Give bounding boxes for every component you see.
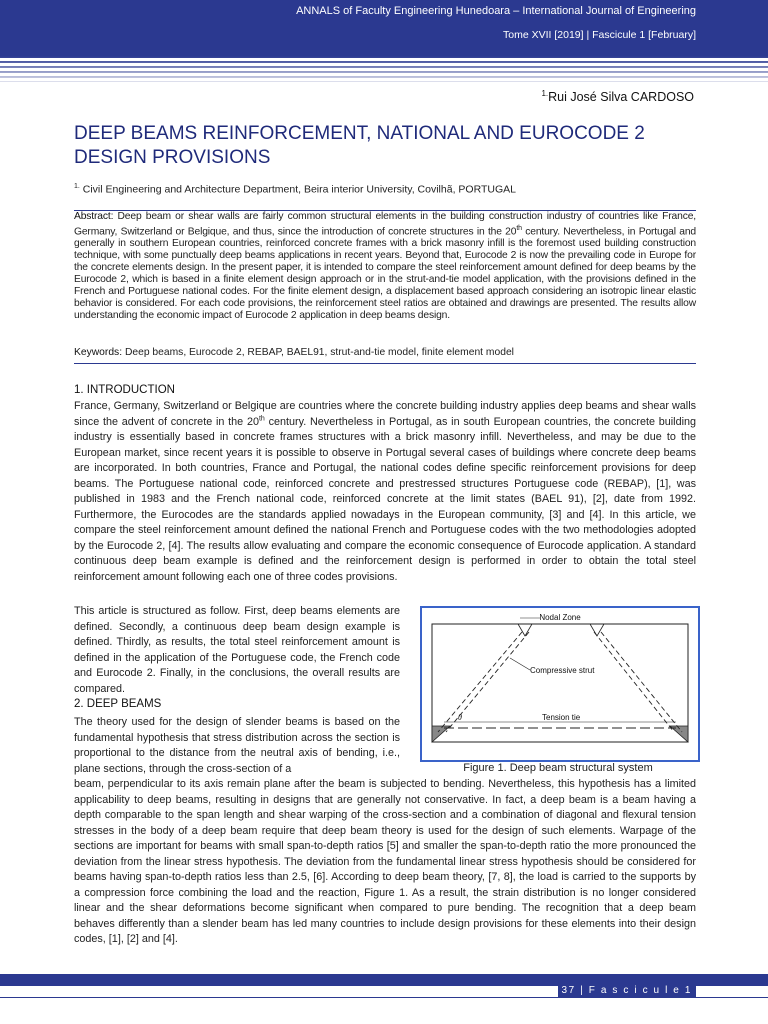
author-name xyxy=(541,89,694,104)
section2-paragraph-a: The theory used for the design of slender beams is based on the fundamental hypothesis that stress distribution across the section is proportional to the distance from the neutral axis of bending, i.e., plane sections, through the cross-section of a xyxy=(74,716,400,775)
section1-text-a: France, Germany, Switzerland or Belgique are countries where the concrete building industry applies deep beams and shear walls since the advent of concrete in the 20 xyxy=(74,400,696,428)
keywords xyxy=(74,347,696,358)
section1-sup: th xyxy=(258,414,265,422)
label-compressive-strut: Compressive strut xyxy=(530,666,595,675)
abstract-label: Abstract: xyxy=(74,211,114,222)
section2-paragraph-b: beam, perpendicular to its axis remain plane after the beam is subjected to bending. Nevertheless, this hypothesis has a limited applicability to deep beams, resulting in designs that are generally not conservative. In fact, a deep beam is a beam having a depth comparable to the span length and shear warping of the cross-section and a combination of diagonal and flexural tension stresses in the body of a deep beam require that deep beam theory is used for the design of such elements. Warpage of the sections are important for beams with small span-to-depth ratios [5] and smaller the span-to-depth ratio the more pronounced the deviation from the linear stress hypothesis. The deviation from the fundamental linear stress hypothesis should be considered for beams having span-to-depth ratios less than 2.5, [6]. According to deep beam theory, [7, 8], the load is carried to the supports by a compression force combining the load and the reaction, Figure 1. As a result, the strain distribution is no longer considered linear and the shear deformations become significant when compared to pure bending. The recognition that a deep beam behaves differently than a slender beam has led many countries to include design provisions for these elements into their design codes, [1], [2] and [4]. xyxy=(74,778,696,945)
paper-title: DEEP BEAMS REINFORCEMENT, NATIONAL AND EUROCODE 2 DESIGN PROVISIONS xyxy=(74,123,645,168)
strut-right-1 xyxy=(594,632,674,732)
abstract-text-a: Deep beam or shear walls are fairly common structural elements in the building construction industry of countries like France, Germany, Switzerland or Belgique, and thus, since the introduction of concrete structures in the 20 xyxy=(74,211,696,238)
author-sup: 1. xyxy=(541,89,549,98)
section1-text-b: century. Nevertheless in Portugal, as in south European countries, the concrete building industry is essentially based in concrete frames structures with a brick masonry infill. Nevertheless, and may be due to the European market, since recent years it is possible to observe in Portugal several cases of buildings where concrete deep beams are incorporated. In both countries, France and Portugal, the national codes define specific reinforcement provisions for deep beams. The Portuguese national code, reinforced concrete and prestressed structures Portuguese code (REBAP), [1], was published in 1983 and the French national code, reinforced concrete at the limit states (BAEL 91), [2], date from 1992. Furthermore, the Eurocodes are the standards applied nowadays in the European community, [3] and [4]. In this article, we compare the steel reinforcement amount defined the national French and Portuguese codes with the two methodologies adopted by the Eurocode 2, [4]. The results allow evaluating and compare the economic consequence of Eurocode application. A standard continuous deep beam example is defined and the reinforcement design is performed in order to obtain the total steel reinforcement amount following each one of three codes provisions. xyxy=(74,415,696,583)
issue-info: Tome XVII [2019] | Fascicule 1 [February] xyxy=(495,25,696,45)
keywords-label: Keywords: xyxy=(74,347,123,358)
nodal-zone-right xyxy=(590,624,604,636)
affiliation-text: Civil Engineering and Architecture Department, Beira interior University, Covilhã, PORTUGAL xyxy=(82,183,516,196)
label-theta: θ xyxy=(458,713,462,722)
affiliation xyxy=(74,183,516,196)
figure-deep-beam xyxy=(420,606,700,762)
deep-beam-diagram xyxy=(422,608,698,760)
strut-right-2 xyxy=(601,632,682,732)
page-number: 37 | F a s c i c u l e 1 xyxy=(558,984,696,998)
label-nodal-zone: Nodal Zone xyxy=(539,613,581,622)
section2-heading: 2. DEEP BEAMS xyxy=(74,698,162,710)
section1-heading: 1. INTRODUCTION xyxy=(74,384,175,396)
section1-paragraph xyxy=(74,399,696,585)
figure-caption: Figure 1. Deep beam structural system xyxy=(463,762,653,774)
keywords-text: Deep beams, Eurocode 2, REBAP, BAEL91, strut-and-tie model, finite element model xyxy=(122,347,514,358)
author-text: Rui José Silva CARDOSO xyxy=(548,90,694,105)
abstract xyxy=(74,211,696,322)
abstract-sup: th xyxy=(516,224,522,232)
abstract-text-b: century. Nevertheless, in Portugal and generally in southern European countries, reinforced concrete frames with a brick masonry infill is the foremost used building construction technique, with some punctually deep beams applications in recent years. Beyond that, Eurocode 2 is now the prevailing code in Europe for the concrete elements design. In the present paper, it is intended to compare the steel reinforcement amount defined for deep beams by the Eurocode 2, which is based in a finite element design approach or in the strut-and-tie model application, with the provisions defined in the French and Portuguese national codes. For the finite element design, a displacement based approach considering an isotropic linear elastic behavior is considered. For each code provisions, the reinforcement steel ratios are obtained and drawings are presented. The results allow understanding the economic impact of Eurocode 2 application in deep beams design. xyxy=(74,226,696,321)
affiliation-sup: 1. xyxy=(74,183,80,190)
strut-left-1 xyxy=(438,632,522,732)
beam-outline xyxy=(432,624,688,742)
journal-name: ANNALS of Faculty Engineering Hunedoara – International Journal of Engineering xyxy=(296,5,696,17)
header-stripes-fade xyxy=(0,56,768,82)
label-tension-tie: Tension tie xyxy=(542,713,581,722)
section1-paragraph-2: This article is structured as follow. First, deep beams elements are defined. Secondly, a continuous deep beam design example is defined. Thirdly, as results, the total steel reinforcement amount is defined in the application of the Portuguese code, the French code and Eurocode 2. Finally, in the conclusions, the overall results are compared. xyxy=(74,605,400,695)
strut-leader xyxy=(510,658,530,670)
footer-rule xyxy=(0,997,768,998)
